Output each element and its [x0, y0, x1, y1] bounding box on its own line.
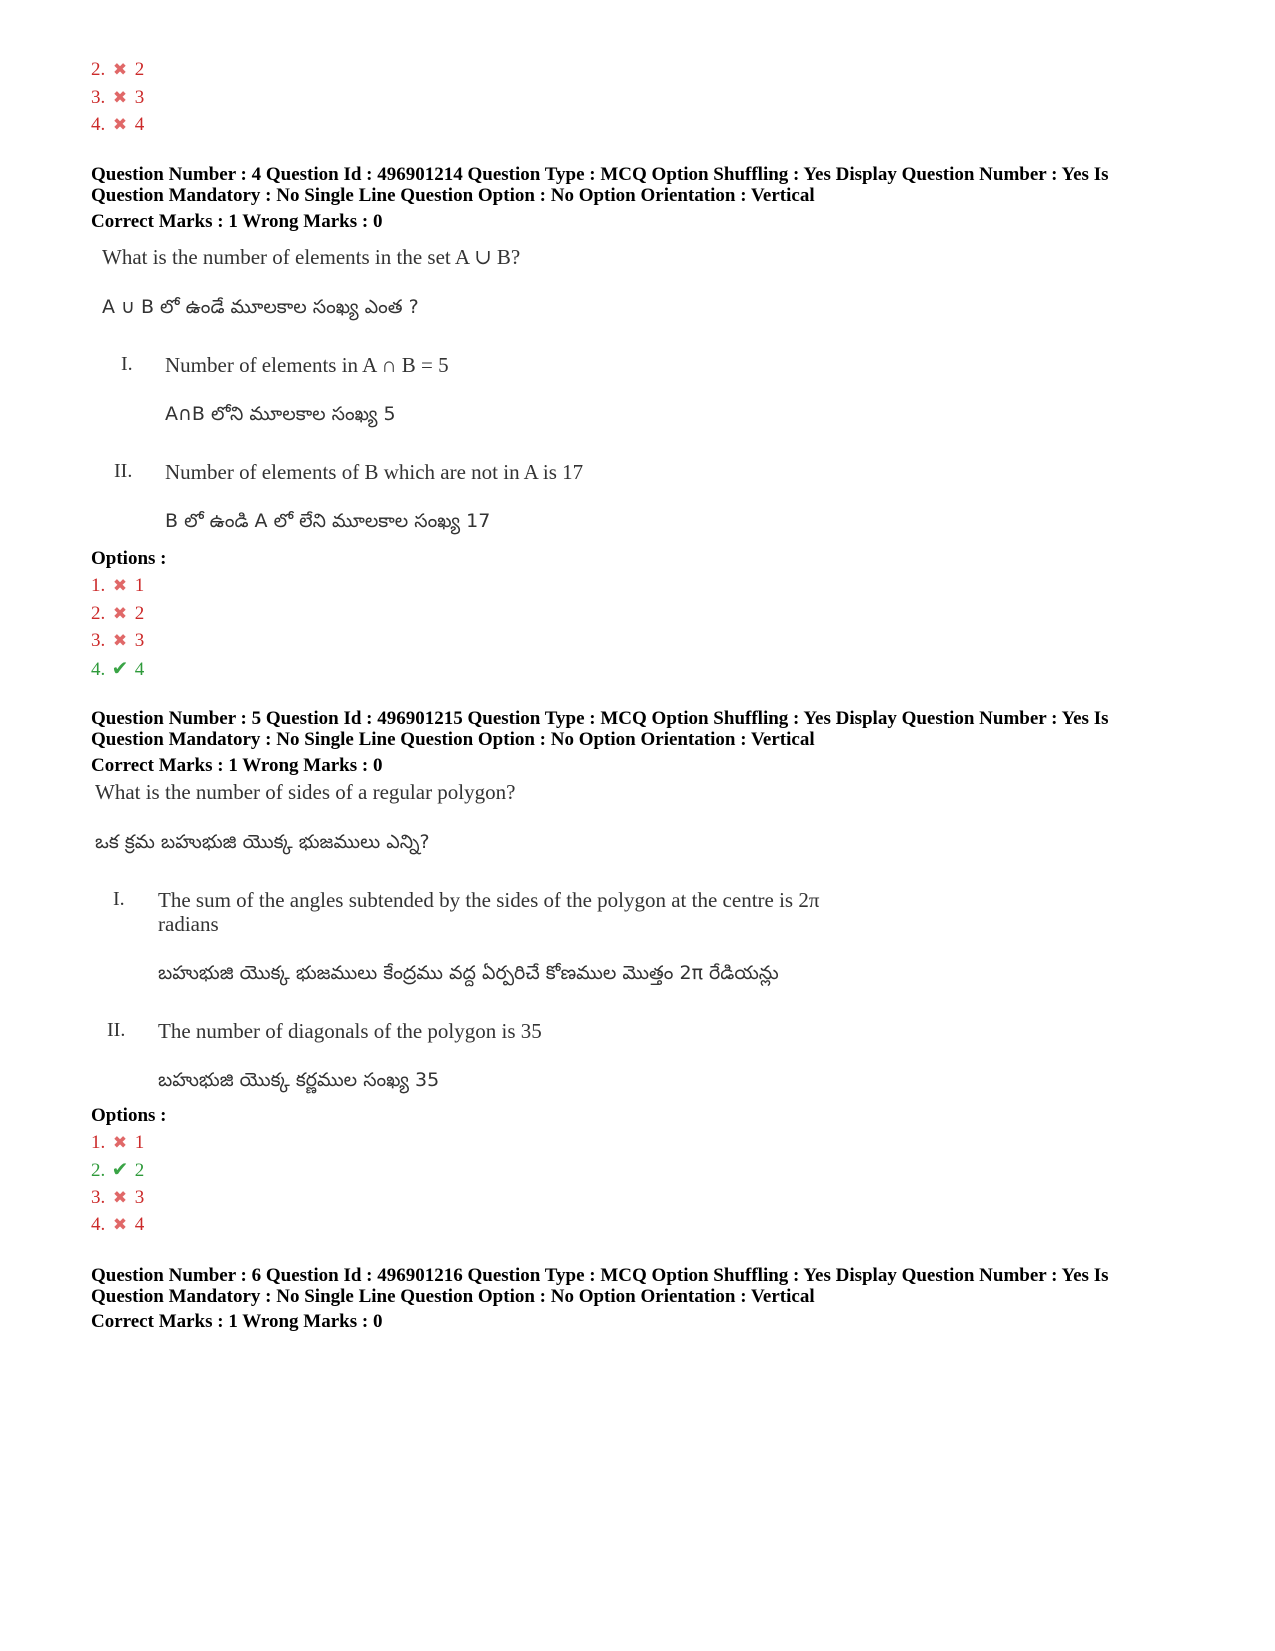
options-title: Options : [91, 1105, 167, 1126]
option-item [91, 114, 144, 136]
statement-text-english: Number of elements of B which are not in A is 17 [165, 460, 584, 484]
statement-text-english: The number of diagonals of the polygon is 35 [158, 1019, 542, 1043]
cross-icon: ✖ [112, 1133, 128, 1152]
statement-text-telugu: బహుభుజి యొక్క భుజములు కేంద్రము వద్ద ఏర్పరిచే కోణముల మొత్తం 2π రేడియన్లు [158, 962, 779, 984]
question-marks: Correct Marks : 1 Wrong Marks : 0 [91, 755, 383, 776]
option-item [91, 575, 144, 597]
option-item [91, 1214, 144, 1236]
question-meta: Question Mandatory : No Single Line Question Option : No Option Orientation : Vertical [91, 1286, 815, 1307]
option-number: 2. [91, 59, 106, 80]
question-marks: Correct Marks : 1 Wrong Marks : 0 [91, 1311, 383, 1332]
option-number: 4. [91, 659, 106, 680]
option-item [91, 658, 144, 681]
statement-number: II. [114, 460, 133, 482]
cross-icon: ✖ [112, 576, 128, 595]
option-value: 4 [134, 659, 145, 680]
statement-text-telugu: బహుభుజి యొక్క కర్ణముల సంఖ్య 35 [158, 1069, 440, 1091]
question-text-english: What is the number of sides of a regular polygon? [95, 780, 516, 804]
statement-number: II. [107, 1019, 126, 1041]
statement-text-telugu: B లో ఉండి A లో లేని మూలకాల సంఖ్య 17 [165, 510, 491, 532]
statement-text-english: radians [158, 912, 219, 936]
cross-icon: ✖ [112, 115, 128, 134]
option-value: 2 [134, 603, 145, 624]
option-value: 4 [134, 114, 145, 135]
option-item [91, 87, 144, 109]
option-item [91, 1159, 144, 1182]
question-meta: Question Mandatory : No Single Line Question Option : No Option Orientation : Vertical [91, 185, 815, 206]
statement-text-english: Number of elements in A ∩ B = 5 [165, 353, 449, 377]
option-value: 1 [134, 575, 145, 596]
option-value: 2 [134, 1160, 145, 1181]
option-number: 3. [91, 87, 106, 108]
question-meta: Question Number : 6 Question Id : 496901216 Question Type : MCQ Option Shuffling : Yes Display Question Number : Yes Is [91, 1265, 1109, 1286]
option-value: 3 [134, 630, 145, 651]
cross-icon: ✖ [112, 88, 128, 107]
question-meta: Question Mandatory : No Single Line Question Option : No Option Orientation : Vertical [91, 729, 815, 750]
option-item [91, 603, 144, 625]
option-number: 2. [91, 1160, 106, 1181]
option-item [91, 1132, 144, 1154]
cross-icon: ✖ [112, 60, 128, 79]
option-value: 3 [134, 87, 145, 108]
question-meta: Question Number : 4 Question Id : 496901214 Question Type : MCQ Option Shuffling : Yes Display Question Number : Yes Is [91, 164, 1109, 185]
option-number: 4. [91, 1214, 106, 1235]
statement-text-telugu: A∩B లోని మూలకాల సంఖ్య 5 [165, 403, 396, 425]
option-number: 3. [91, 1187, 106, 1208]
statement-text-english: The sum of the angles subtended by the sides of the polygon at the centre is 2π [158, 888, 820, 912]
cross-icon: ✖ [112, 1215, 128, 1234]
option-value: 1 [134, 1132, 145, 1153]
option-item [91, 59, 144, 81]
option-number: 3. [91, 630, 106, 651]
option-item [91, 630, 144, 652]
statement-number: I. [121, 353, 133, 375]
cross-icon: ✖ [112, 631, 128, 650]
option-value: 3 [134, 1187, 145, 1208]
cross-icon: ✖ [112, 604, 128, 623]
statement-number: I. [113, 888, 125, 910]
option-number: 4. [91, 114, 106, 135]
question-meta: Question Number : 5 Question Id : 496901215 Question Type : MCQ Option Shuffling : Yes Display Question Number : Yes Is [91, 708, 1109, 729]
options-title: Options : [91, 548, 167, 569]
option-number: 1. [91, 575, 106, 596]
question-text-telugu: A ∪ B లో ఉండే మూలకాల సంఖ్య ఎంత ? [102, 296, 419, 318]
option-value: 4 [134, 1214, 145, 1235]
option-number: 1. [91, 1132, 106, 1153]
cross-icon: ✖ [112, 1188, 128, 1207]
check-icon: ✔ [111, 658, 129, 680]
question-marks: Correct Marks : 1 Wrong Marks : 0 [91, 211, 383, 232]
check-icon: ✔ [111, 1159, 129, 1181]
option-value: 2 [134, 59, 145, 80]
option-number: 2. [91, 603, 106, 624]
option-item [91, 1187, 144, 1209]
question-text-english: What is the number of elements in the set A ∪ B? [102, 245, 521, 269]
question-text-telugu: ఒక క్రమ బహుభుజి యొక్క భుజములు ఎన్ని? [95, 831, 430, 853]
